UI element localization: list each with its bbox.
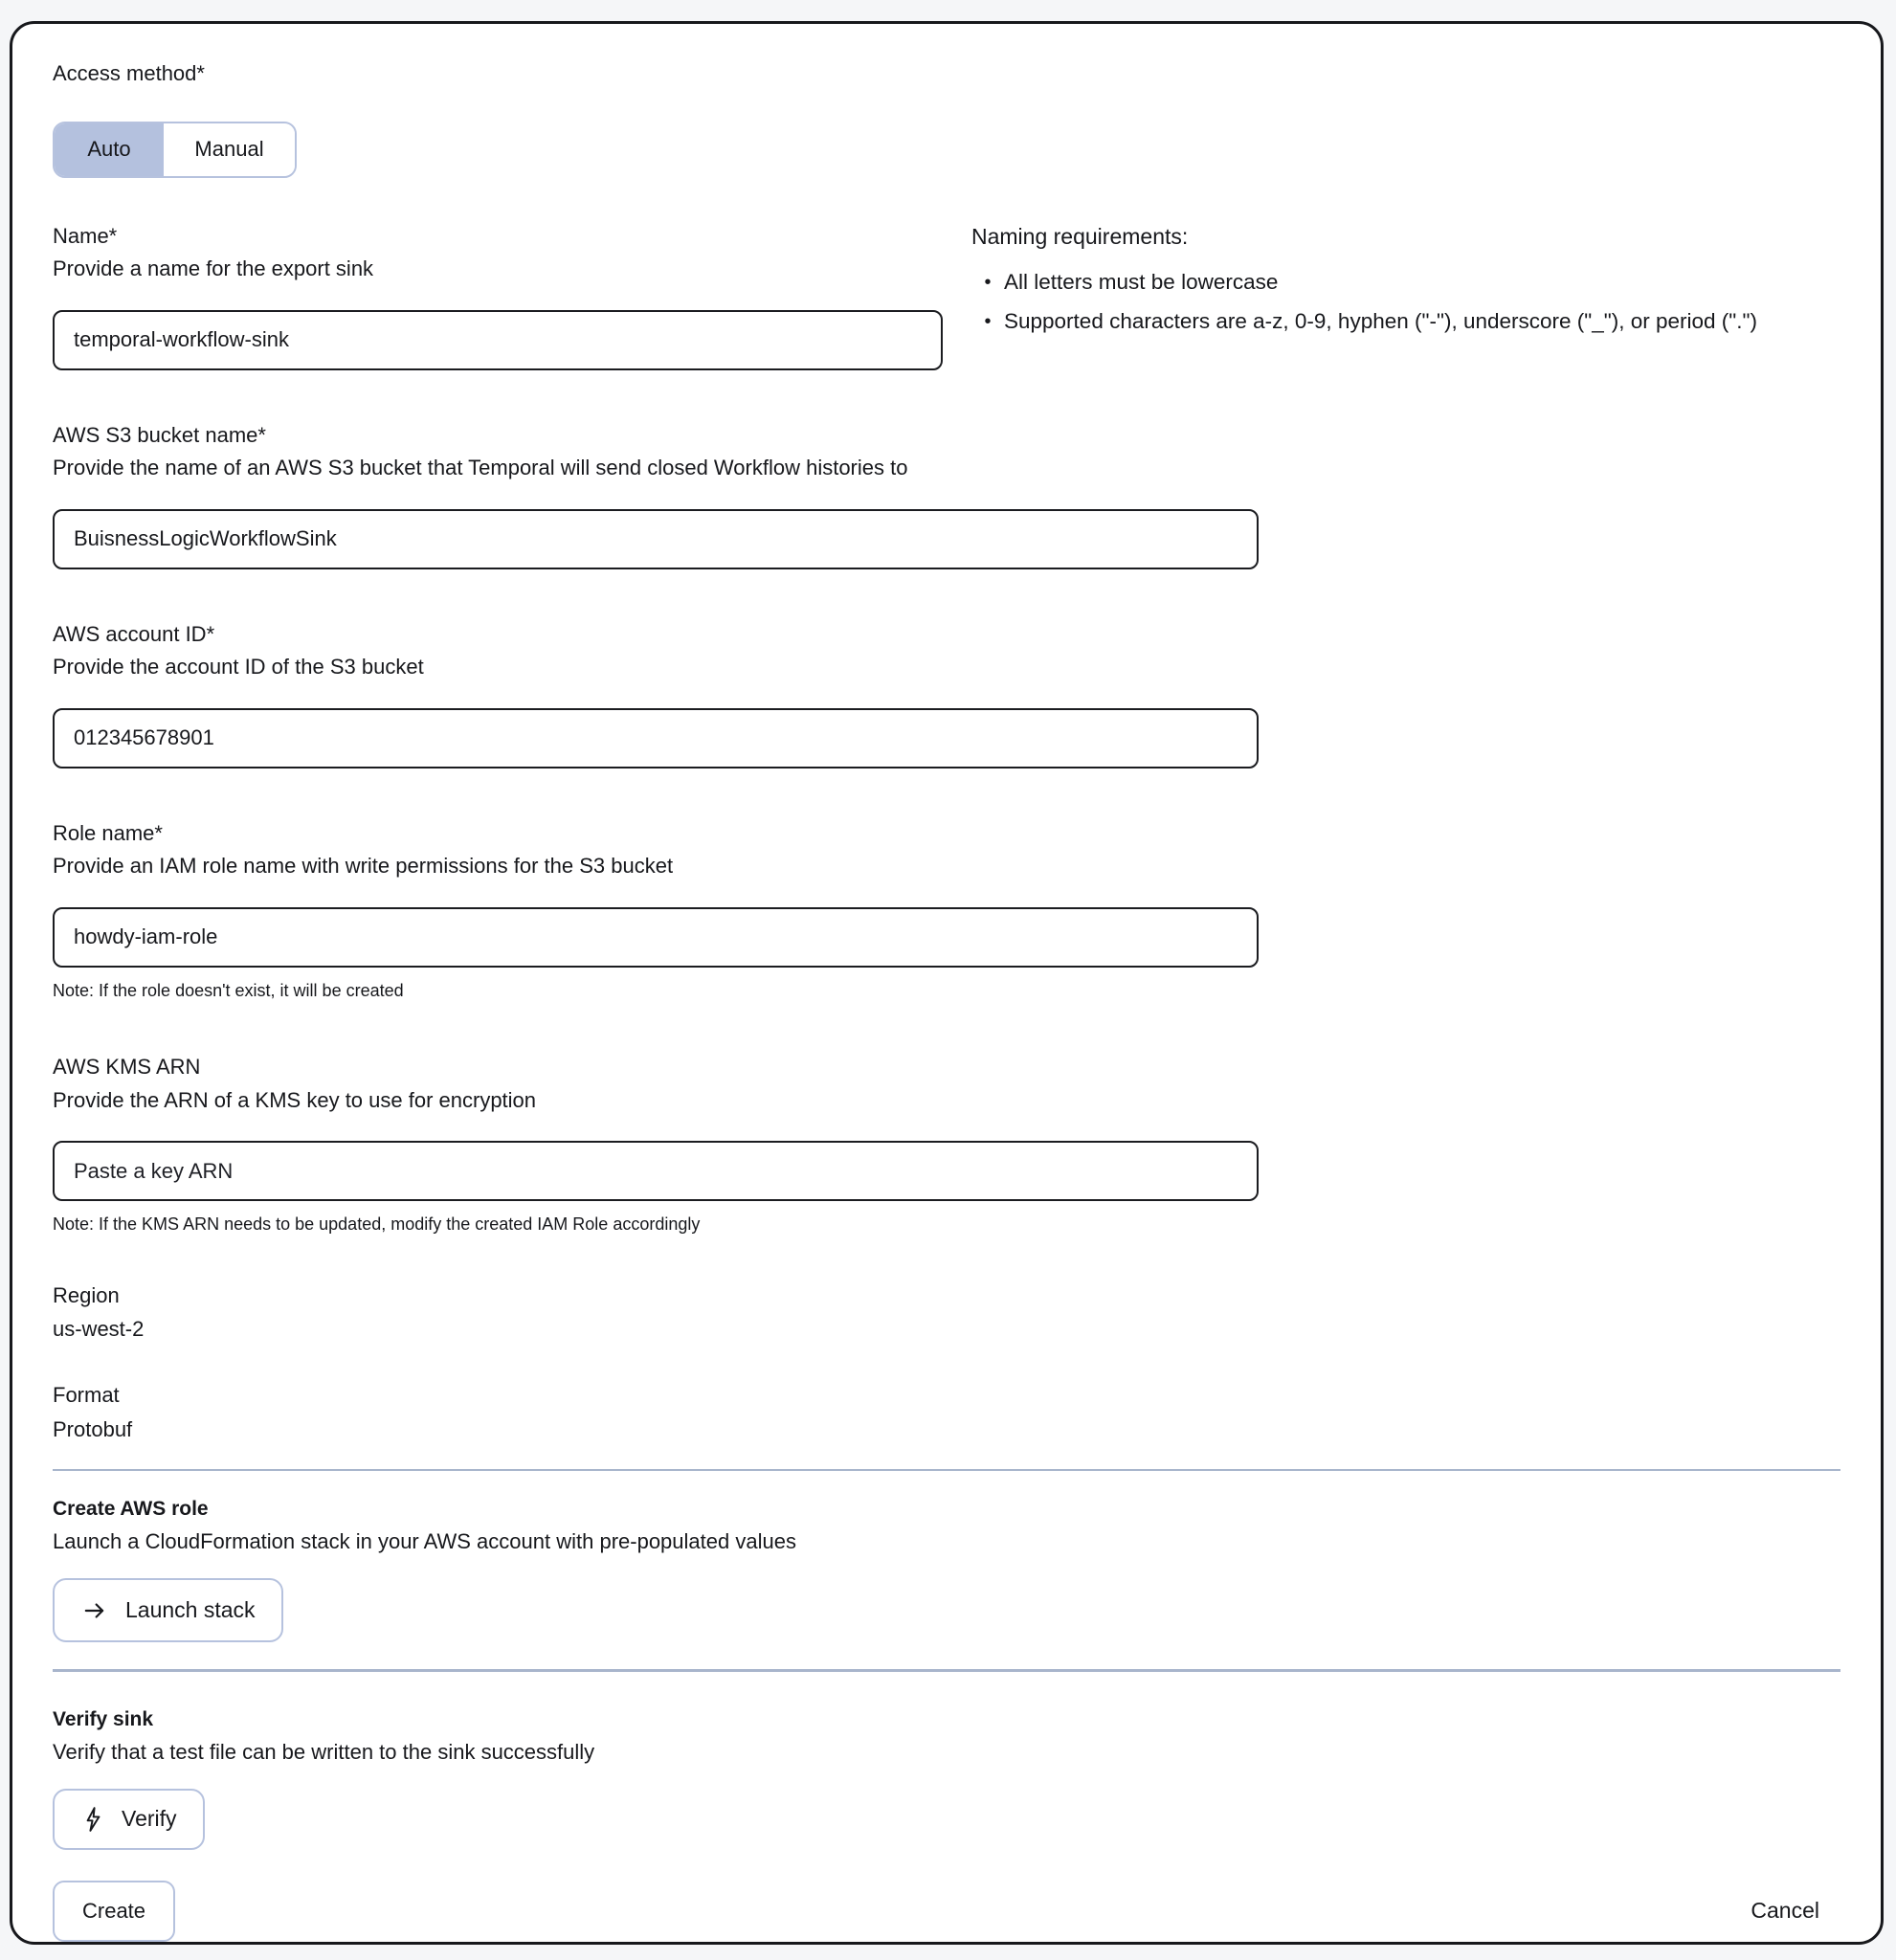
bullet-icon: • bbox=[984, 272, 992, 294]
naming-requirement-text: All letters must be lowercase bbox=[1004, 270, 1279, 295]
region-label: Region bbox=[53, 1282, 120, 1307]
bullet-icon: • bbox=[984, 311, 992, 333]
naming-requirements-title: Naming requirements: bbox=[971, 223, 1189, 249]
kms-arn-description: Provide the ARN of a KMS key to use for encryption bbox=[53, 1087, 537, 1112]
section-divider bbox=[53, 1669, 1840, 1672]
kms-arn-input[interactable] bbox=[53, 1141, 1259, 1201]
access-method-auto-label: Auto bbox=[87, 137, 131, 161]
format-label: Format bbox=[53, 1383, 120, 1408]
format-field bbox=[53, 1382, 1840, 1442]
kms-arn-field bbox=[53, 1054, 1840, 1236]
naming-requirement-text: Supported characters are a-z, 0-9, hyphen ("-"), underscore ("_"), or period (".") bbox=[1004, 309, 1758, 334]
name-field bbox=[53, 223, 943, 370]
verify-sink-section bbox=[53, 1708, 1840, 1850]
account-id-label: AWS account ID* bbox=[53, 621, 215, 646]
arrow-right-icon bbox=[80, 1598, 109, 1623]
access-method-option-manual[interactable] bbox=[164, 123, 295, 176]
name-label: Name* bbox=[53, 223, 118, 248]
create-aws-role-description: Launch a CloudFormation stack in your AWS account with pre-populated values bbox=[53, 1529, 796, 1554]
section-divider bbox=[53, 1469, 1840, 1472]
naming-requirements-list bbox=[971, 267, 1881, 337]
create-aws-role-section bbox=[53, 1498, 1840, 1642]
region-field bbox=[53, 1282, 1840, 1343]
kms-arn-note: Note: If the KMS ARN needs to be updated, modify the created IAM Role accordingly bbox=[53, 1214, 701, 1235]
verify-sink-title: Verify sink bbox=[53, 1707, 154, 1730]
cancel-button[interactable]: Cancel bbox=[1751, 1898, 1819, 1924]
export-sink-form-card bbox=[10, 21, 1884, 1945]
lightning-bolt-icon bbox=[80, 1806, 105, 1833]
role-name-input[interactable] bbox=[53, 907, 1259, 968]
role-name-label: Role name* bbox=[53, 820, 163, 845]
access-method-manual-label: Manual bbox=[194, 137, 264, 161]
naming-requirements bbox=[971, 223, 1881, 370]
role-name-field bbox=[53, 820, 1840, 1002]
account-id-field bbox=[53, 621, 1840, 768]
create-aws-role-title: Create AWS role bbox=[53, 1498, 209, 1521]
s3-bucket-description: Provide the name of an AWS S3 bucket that Temporal will send closed Workflow histories to bbox=[53, 456, 908, 480]
s3-bucket-input[interactable] bbox=[53, 509, 1259, 569]
region-value: us-west-2 bbox=[53, 1317, 145, 1342]
s3-bucket-label: AWS S3 bucket name* bbox=[53, 422, 266, 447]
role-name-description: Provide an IAM role name with write permissions for the S3 bucket bbox=[53, 854, 674, 879]
verify-sink-description: Verify that a test file can be written to the sink successfully bbox=[53, 1739, 595, 1764]
naming-requirement-item bbox=[971, 306, 1881, 337]
account-id-description: Provide the account ID of the S3 bucket bbox=[53, 655, 424, 679]
name-input[interactable] bbox=[53, 310, 943, 370]
role-name-note: Note: If the role doesn't exist, it will be created bbox=[53, 980, 404, 1000]
account-id-input[interactable] bbox=[53, 708, 1259, 768]
s3-bucket-field bbox=[53, 422, 1840, 569]
access-method-toggle bbox=[53, 122, 297, 178]
naming-requirement-item bbox=[971, 267, 1881, 298]
footer-actions bbox=[53, 1881, 1840, 1942]
name-description: Provide a name for the export sink bbox=[53, 256, 374, 280]
create-button[interactable]: Create bbox=[53, 1881, 175, 1942]
access-method-option-auto[interactable] bbox=[55, 123, 164, 176]
access-method-label: Access method* bbox=[53, 61, 205, 85]
verify-label: Verify bbox=[122, 1806, 177, 1832]
format-value: Protobuf bbox=[53, 1416, 133, 1441]
kms-arn-label: AWS KMS ARN bbox=[53, 1055, 201, 1080]
launch-stack-label: Launch stack bbox=[125, 1597, 256, 1623]
launch-stack-button[interactable] bbox=[53, 1578, 283, 1642]
verify-button[interactable] bbox=[53, 1789, 205, 1850]
